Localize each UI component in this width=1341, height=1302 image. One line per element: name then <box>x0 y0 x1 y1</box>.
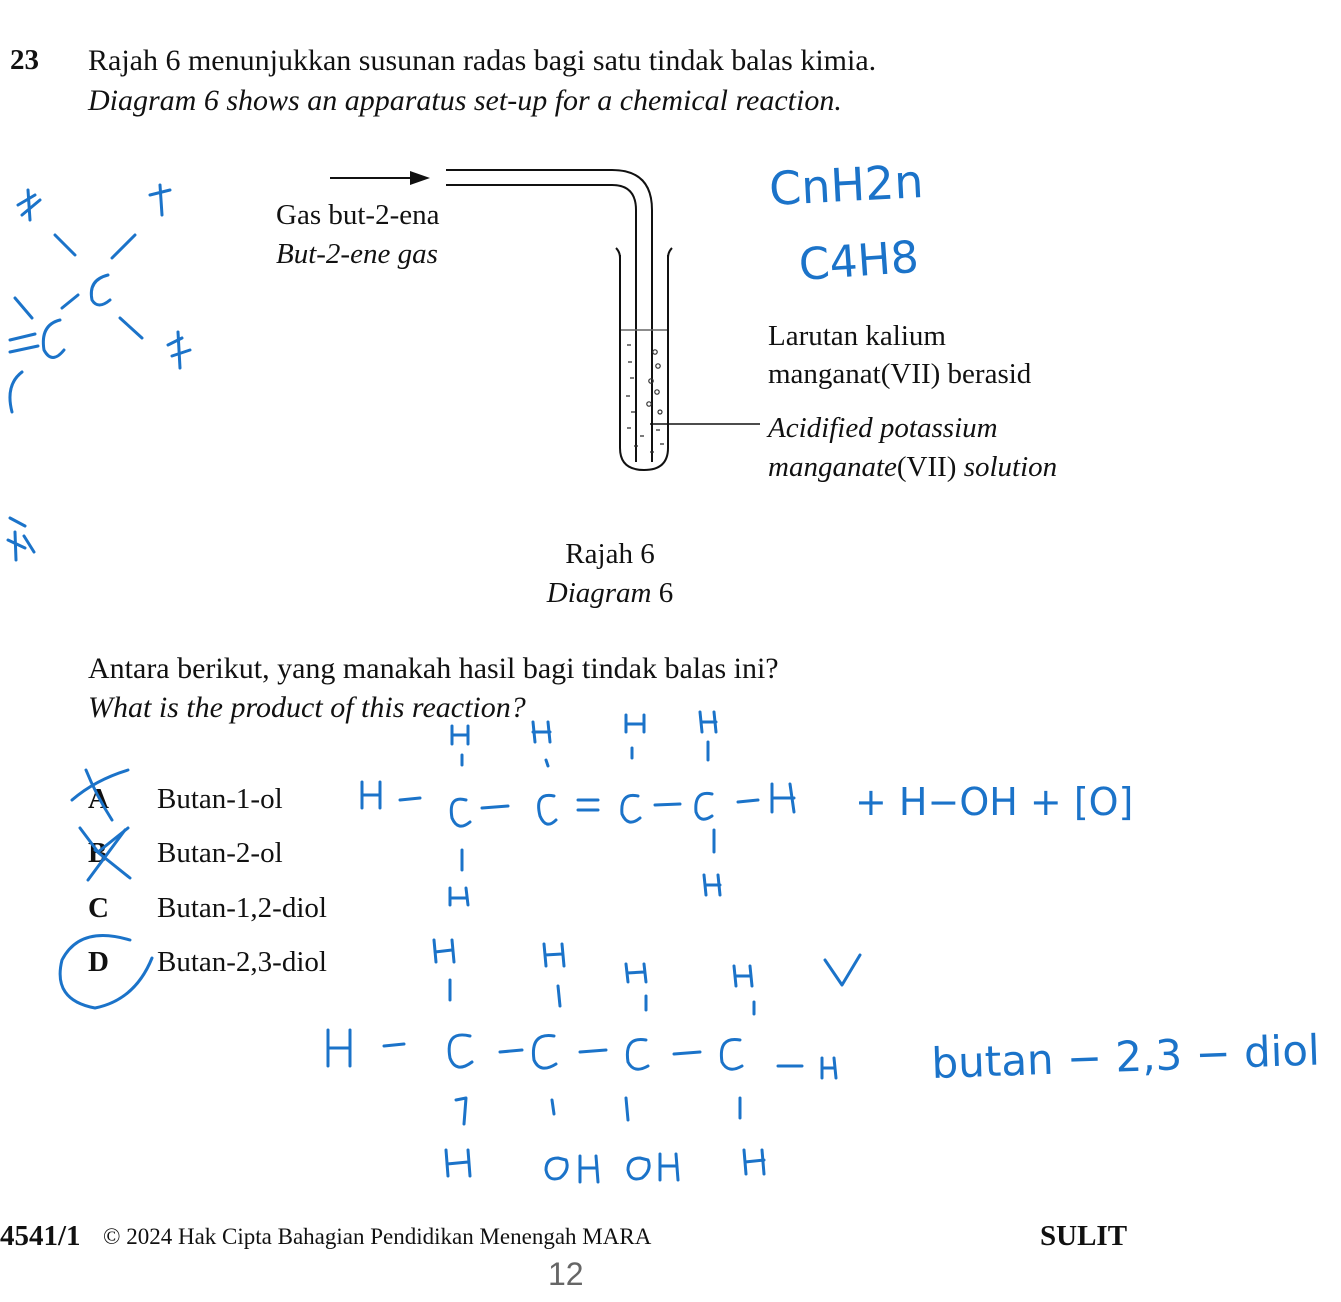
formula-general-ink: CnH2n <box>767 153 925 216</box>
answer-ink: butan − 2,3 − diol <box>930 1025 1321 1088</box>
question-stem-english: Diagram 6 shows an apparatus set-up for a chemical reaction. <box>88 84 842 117</box>
question-stem-malay: Rajah 6 menunjukkan susunan radas bagi satu tindak balas kimia. <box>88 44 877 77</box>
gas-label-english: But-2-ene gas <box>276 238 438 270</box>
page-number: 12 <box>548 1256 584 1292</box>
option-a-text[interactable]: Butan-1-ol <box>157 783 283 815</box>
margin-structure-sketch <box>8 185 190 560</box>
solution-label-english-1: Acidified potassium <box>768 412 998 444</box>
prompt-english: What is the product of this reaction? <box>88 691 526 724</box>
solution-label-english-2-tail: solution <box>956 451 1058 483</box>
question-number: 23 <box>10 44 39 76</box>
option-d-circle-mark <box>60 936 152 1009</box>
butan-2-3-diol-structure <box>328 940 836 1182</box>
formula-specific-ink: C4H8 <box>797 231 921 291</box>
reagents-ink: + H−OH + [O] <box>855 780 1134 824</box>
solution-label-english-2-upright: (VII) <box>896 451 957 483</box>
gas-label-malay: Gas but-2-ena <box>276 199 440 231</box>
diagram-caption-english-italic: Diagram <box>546 577 652 609</box>
option-a-cross-out <box>72 770 128 820</box>
copyright-notice: © 2024 Hak Cipta Bahagian Pendidikan Menengah MARA <box>103 1224 652 1249</box>
solution-label-english-2-italic: manganate <box>768 451 897 483</box>
diagram-caption-english-number: 6 <box>651 577 674 609</box>
but-2-ene-structure <box>362 712 794 905</box>
option-a-letter[interactable]: A <box>88 783 109 815</box>
solution-label-malay-2: manganat(VII) berasid <box>768 358 1032 390</box>
reaction-down-arrow <box>825 955 860 985</box>
option-b-text[interactable]: Butan-2-ol <box>157 837 283 869</box>
paper-code: 4541/1 <box>0 1220 81 1252</box>
diagram-caption-malay: Rajah 6 <box>565 538 655 570</box>
option-d-text[interactable]: Butan-2,3-diol <box>157 946 327 978</box>
option-c-letter[interactable]: C <box>88 892 109 924</box>
prompt-malay: Antara berikut, yang manakah hasil bagi tindak balas ini? <box>88 652 779 685</box>
option-b-cross-out <box>80 828 130 880</box>
option-c-text[interactable]: Butan-1,2-diol <box>157 892 327 924</box>
option-b-letter[interactable]: B <box>88 837 108 869</box>
option-d-letter[interactable]: D <box>88 946 109 978</box>
solution-label-malay-1: Larutan kalium <box>768 320 946 352</box>
classification-label: SULIT <box>1040 1220 1128 1252</box>
